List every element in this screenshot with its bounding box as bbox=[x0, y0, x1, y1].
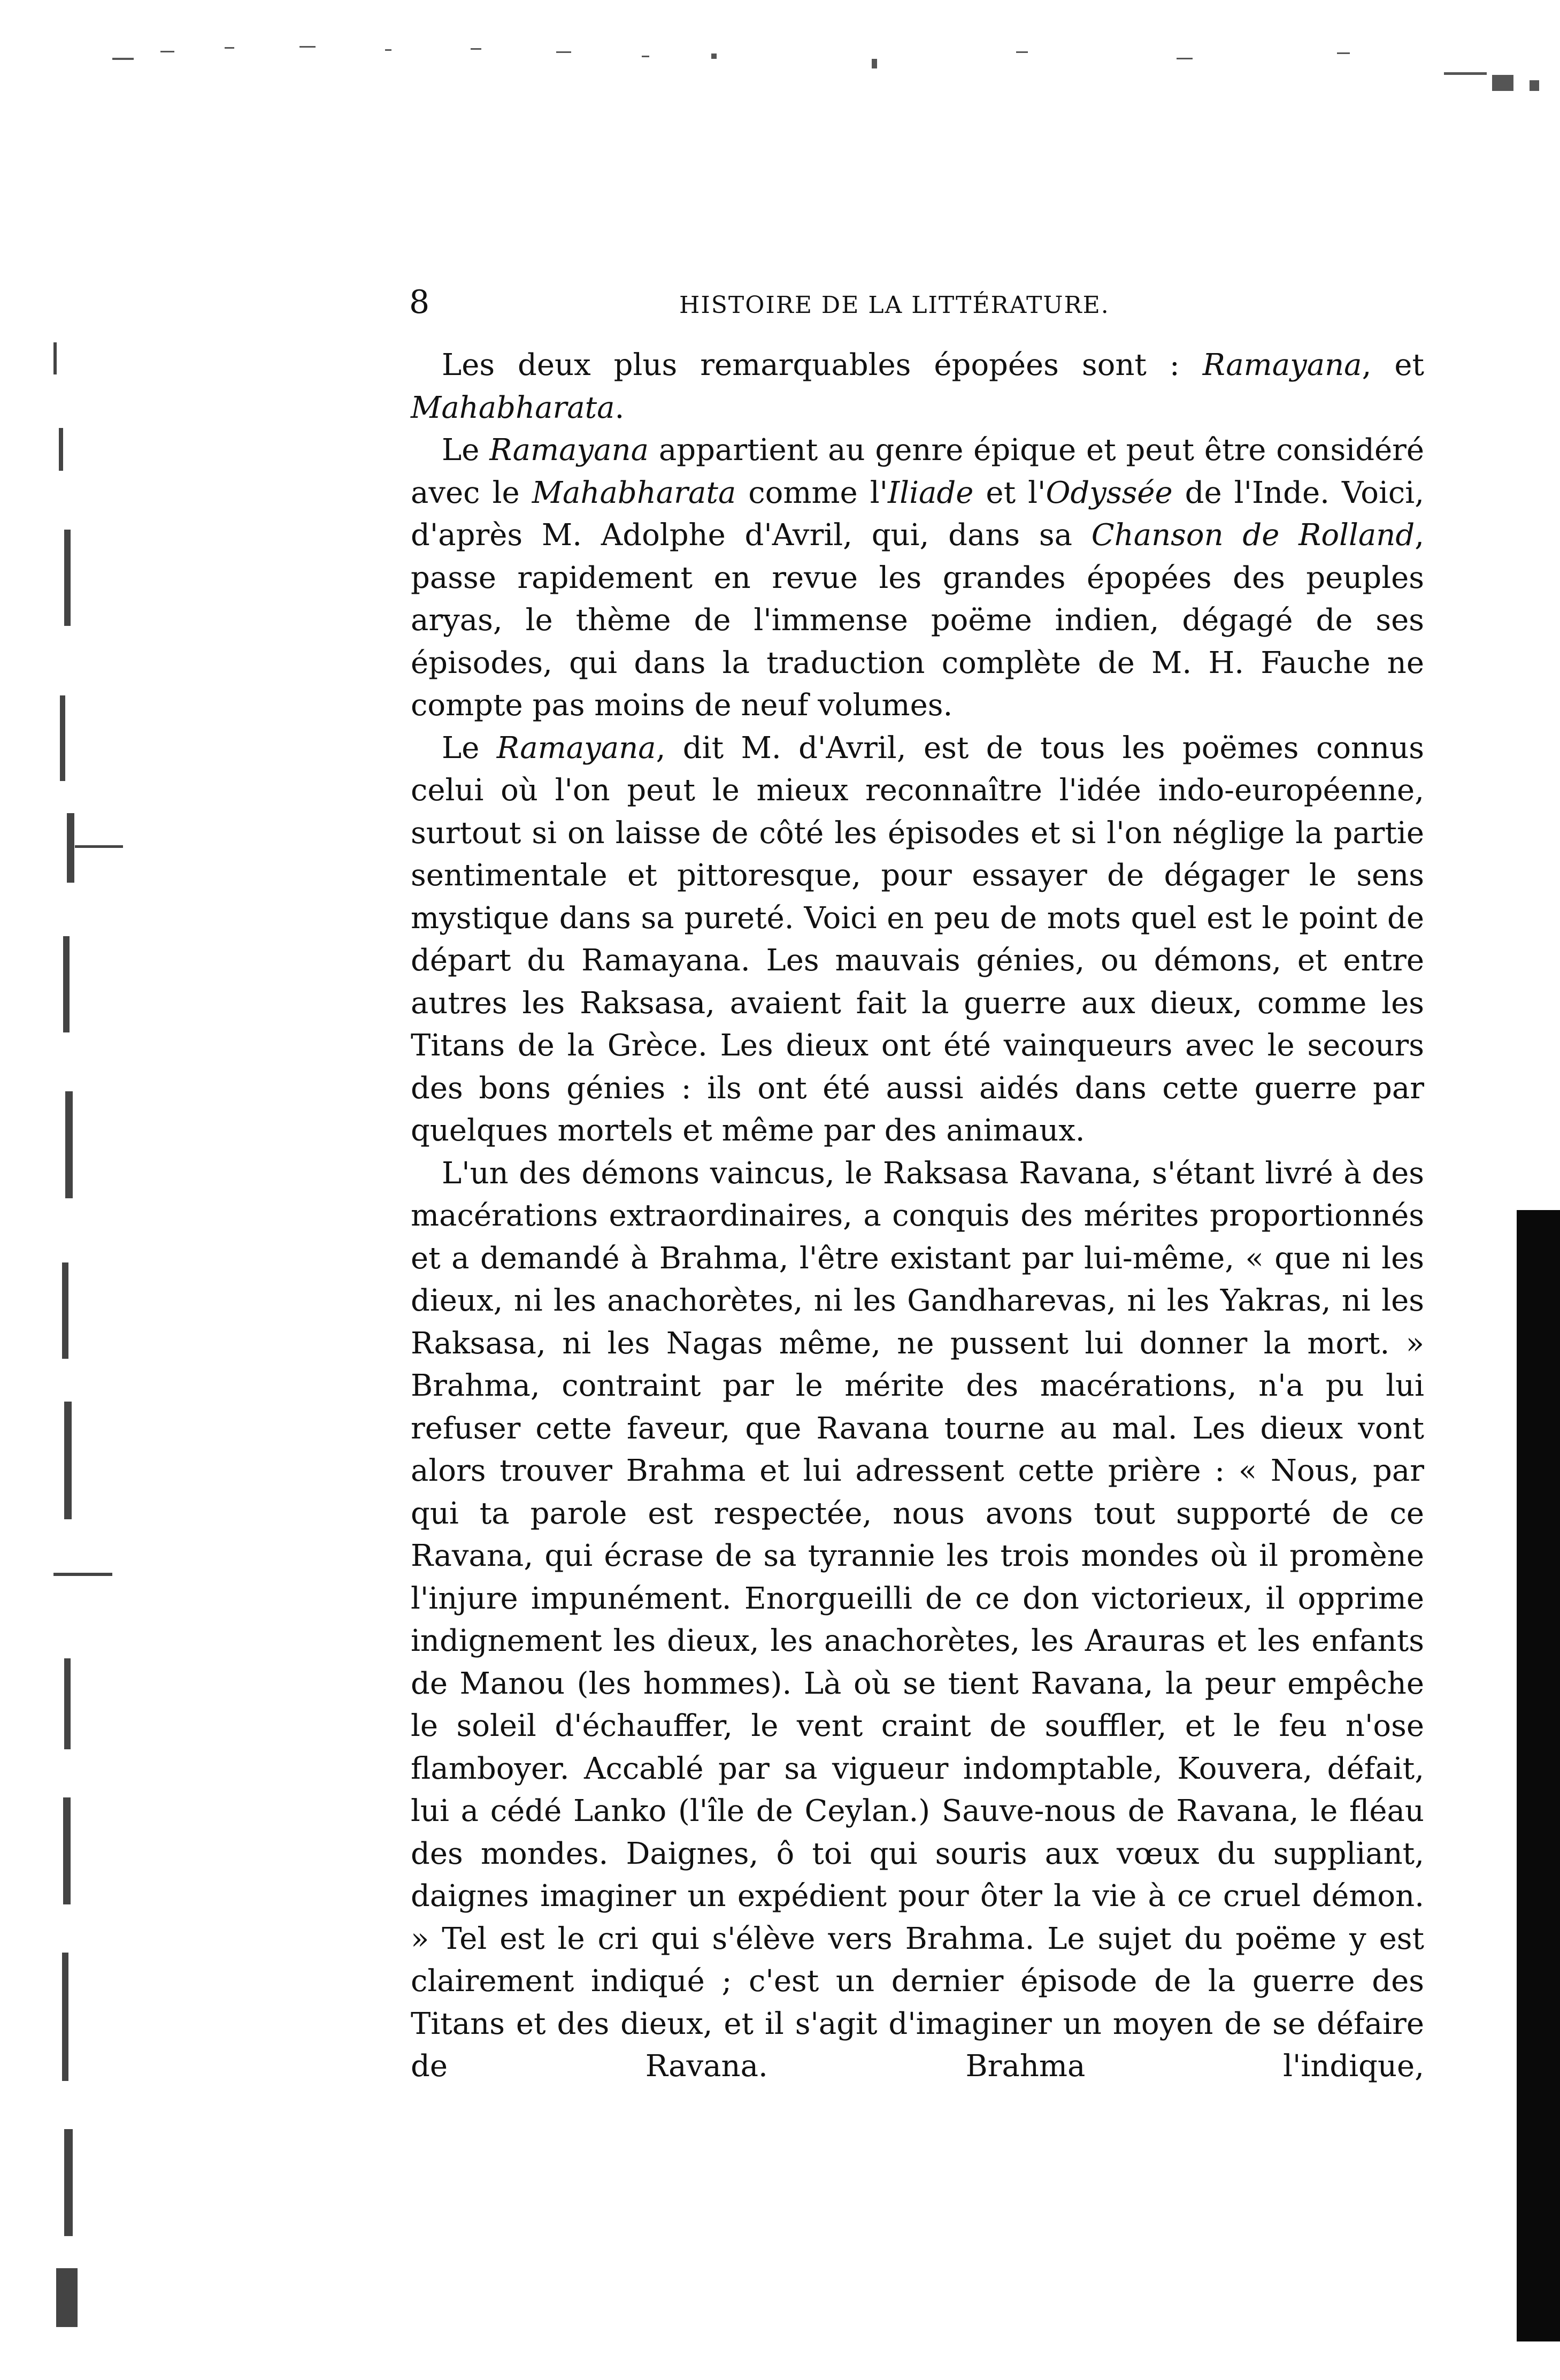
text-run: , dit M. d'Avril, est de tous les poëmes connus celui où l'on peut le mieux reconnaître l'idée indo-européenne, surtout si on laisse de côté les épisodes et si l'on néglige la partie sentimentale et pittoresque, pour essayer de dégager le sens mystique dans sa pureté. Voici en peu de mots quel est le point de départ du Ramayana. Les mauvais génies, ou démons, et entre autres les Raksasa, avaient fait la guerre aux dieux, comme les Titans de la Grèce. Les dieux ont été vainqueurs avec le secours des bons génies : ils ont été aussi aidés dans cette guerre par quelques mortels et même par des animaux. bbox=[411, 730, 1424, 1148]
text-run-italic: Mahabharata bbox=[532, 475, 736, 510]
text-run: Le bbox=[442, 730, 497, 766]
text-run-italic: Ramayana bbox=[489, 433, 649, 468]
text-run: de l'Inde. Voici, d'après M. Adolphe d'Avril, qui, dans sa bbox=[411, 475, 1425, 553]
text-run: appartient au genre épique et peut être considéré avec le bbox=[411, 433, 1424, 510]
page-header bbox=[409, 278, 1425, 326]
paragraph-2 bbox=[411, 429, 1424, 727]
text-run: , et bbox=[1362, 348, 1424, 382]
text-run: L'un des démons vaincus, le Raksasa Ravana, s'étant livré à des macérations extraordinaires, a conquis des mérites proportionnés et a demandé à Brahma, l'être existant par lui-même, « que ni les dieux, ni les anachorètes, ni les Gandharevas, ni les Yakras, ni les Raksasa, ni les Nagas même, ne pussent lui donner la mort. » Brahma, contraint par le mérite des macérations, n'a pu lui refuser cette faveur, que Ravana tourne au mal. Les dieux vont alors trouver Brahma et lui adressent cette prière : « Nous, par qui ta parole est respectée, nous avons tout supporté de ce Ravana, qui écrase de sa tyrannie les trois mondes où il promène l'injure impunément. Enorgueilli de ce don victorieux, il opprime indignement les dieux, les anachorètes, les Arauras et les enfants de Manou (les hommes). Là où se tient Ravana, la peur empêche le soleil d'échauffer, le vent craint de souffler, et le feu n'ose flamboyer. Accablé par sa vigueur indomptable, Kouvera, défait, lui a cédé Lanko (l'île de Ceylan.) Sauve-nous de Ravana, le fléau des mondes. Daignes, ô toi qui souris aux vœux du suppliant, daignes imaginer un expédient pour ôter la vie à ce cruel démon. » Tel est le cri qui s'élève vers Brahma. Le sujet du poëme y est clairement indiqué ; c'est un dernier épisode de la guerre des Titans et des dieux, et il s'agit d'imaginer un moyen de se défaire de Ravana. Brahma l'indique, bbox=[411, 1155, 1424, 2084]
text-run: et l' bbox=[973, 475, 1046, 510]
text-run: , passe rapidement en revue les grandes épopées des peuples aryas, le thème de l'immense poëme indien, dégagé de ses épisodes, qui dans la traduction complète de M. H. Fauche ne compte pas moins de neuf volumes. bbox=[411, 518, 1424, 723]
paragraph-3 bbox=[411, 727, 1424, 1152]
paragraph-1 bbox=[411, 344, 1424, 429]
text-run: Le bbox=[442, 433, 490, 468]
running-title: HISTOIRE DE LA LITTÉRATURE. bbox=[679, 292, 1110, 319]
text-run-italic: Ramayana bbox=[1202, 348, 1362, 382]
text-run: . bbox=[614, 390, 625, 425]
scan-edge-left-noise bbox=[0, 321, 123, 2378]
scan-margin-bar bbox=[1517, 1210, 1560, 2341]
text-run-italic: Mahabharata bbox=[411, 390, 615, 425]
text-run: comme l' bbox=[736, 475, 888, 510]
text-run: Les deux plus remarquables épopées sont : bbox=[442, 348, 1203, 382]
page-number: 8 bbox=[409, 284, 430, 321]
text-run-italic: Odyssée bbox=[1046, 475, 1173, 510]
body-text bbox=[411, 344, 1424, 2088]
text-run-italic: Chanson de Rolland bbox=[1091, 518, 1415, 553]
scan-edge-top-noise bbox=[0, 0, 1560, 123]
text-run-italic: Iliade bbox=[888, 475, 974, 510]
text-run-italic: Ramayana bbox=[496, 730, 656, 766]
paragraph-4 bbox=[411, 1152, 1424, 2088]
